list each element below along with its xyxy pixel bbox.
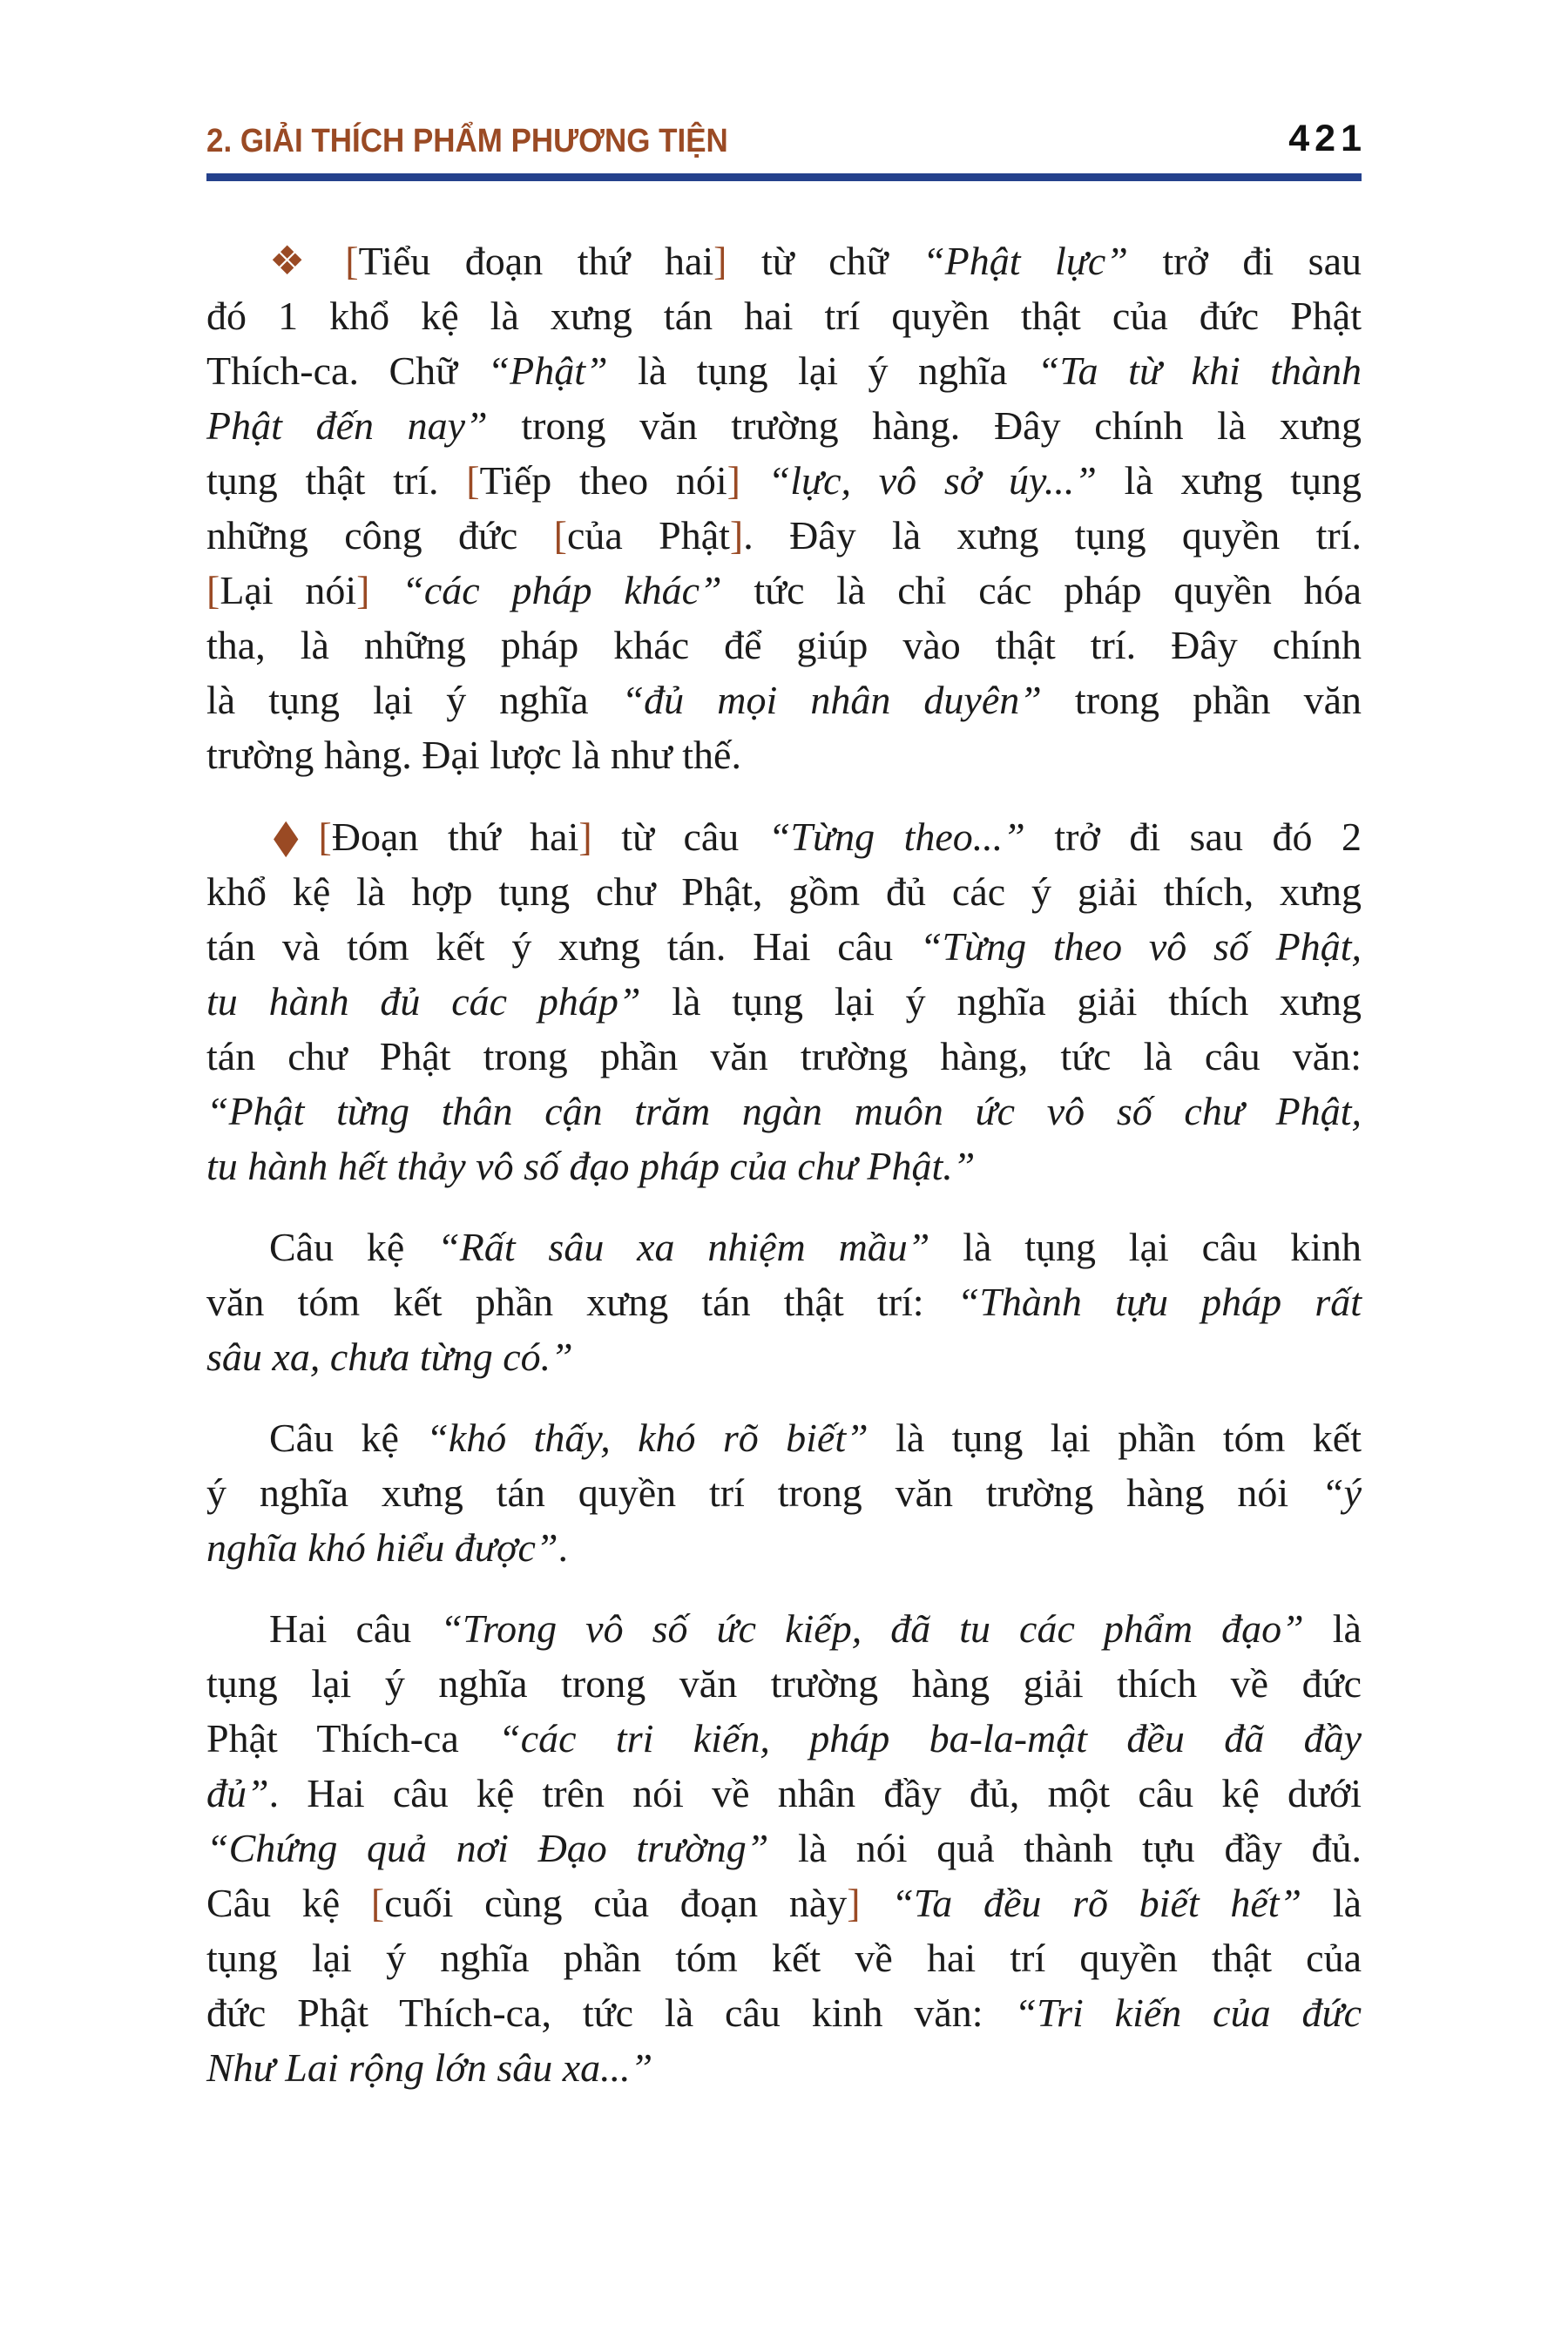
text-segment: cuối cùng của đoạn này	[384, 1881, 848, 1925]
text-segment: “Ta từ khi thành	[1037, 348, 1362, 393]
text-segment: từ câu	[591, 814, 768, 859]
text-segment: “các tri kiến, pháp ba-la-mật đều đã đầy	[498, 1716, 1362, 1761]
text-segment: những công đức	[206, 513, 554, 558]
text-segment: là nói quả thành tựu đầy đủ.	[768, 1826, 1362, 1870]
text-segment: đủ”	[206, 1771, 269, 1815]
text-segment: ]	[729, 513, 744, 558]
text-segment: Câu kệ	[269, 1416, 427, 1460]
text-segment: “Phật”	[487, 348, 608, 393]
text-segment: là tụng lại ý nghĩa giải thích xưng	[640, 979, 1362, 1024]
page-header	[206, 118, 1367, 159]
text-line	[206, 233, 1362, 288]
paragraph	[206, 233, 1362, 782]
text-line	[206, 2040, 1362, 2095]
text-segment: từ chữ	[727, 239, 923, 283]
text-line	[206, 1329, 1362, 1384]
text-segment: Phật Thích-ca	[206, 1716, 499, 1761]
text-line	[206, 563, 1362, 618]
text-segment: ]	[847, 1881, 861, 1925]
paragraph	[206, 808, 1362, 1193]
text-segment: văn tóm kết phần xưng tán thật trí:	[206, 1280, 957, 1324]
text-segment: Thích-ca. Chữ	[206, 348, 488, 393]
text-segment: Câu kệ	[206, 1881, 371, 1925]
text-segment: là	[1303, 1606, 1362, 1651]
text-segment: .	[558, 1525, 569, 1570]
text-segment: “Thành tựu pháp rất	[956, 1280, 1362, 1324]
text-segment: tu hành hết thảy vô số đạo pháp của chư Phật.”	[206, 1144, 976, 1188]
text-segment	[861, 1881, 892, 1925]
text-line	[206, 864, 1362, 919]
text-line	[206, 672, 1362, 727]
text-segment: tha, là những pháp khác để giúp vào thật trí. Đây chính	[206, 623, 1362, 667]
text-segment: của Phật	[566, 513, 730, 558]
text-segment: ]	[578, 814, 592, 859]
text-line	[206, 1084, 1362, 1139]
running-header-title: 2. GIẢI THÍCH PHẨM PHƯƠNG TIỆN	[206, 123, 728, 159]
text-segment: tức là chỉ các pháp quyền hóa	[721, 568, 1362, 612]
text-line	[206, 1029, 1362, 1084]
text-segment: trường hàng. Đại lược là như thế.	[206, 733, 741, 777]
text-segment: Tiểu đoạn thứ hai	[358, 239, 714, 283]
paragraph	[206, 1410, 1362, 1575]
text-segment: là tụng lại phần tóm kết	[868, 1416, 1362, 1460]
text-segment: ý nghĩa xưng tán quyền trí trong văn trường hàng nói	[206, 1470, 1321, 1515]
text-segment: “đủ mọi nhân duyên”	[621, 678, 1042, 722]
text-segment: ]	[356, 568, 370, 612]
text-segment: Tiếp theo nói	[479, 458, 727, 503]
text-segment	[740, 458, 768, 503]
text-segment: trở đi sau	[1127, 239, 1362, 283]
text-segment: . Đây là xưng tụng quyền trí.	[743, 513, 1362, 558]
text-segment: tụng lại ý nghĩa trong văn trường hàng giải thích về đức	[206, 1661, 1362, 1706]
text-line	[206, 1711, 1362, 1766]
text-segment: Hai câu	[269, 1606, 441, 1651]
text-segment: “Trong vô số ức kiếp, đã tu các phẩm đạo”	[440, 1606, 1304, 1651]
text-segment: [	[466, 458, 480, 503]
text-line	[206, 1766, 1362, 1821]
text-segment: “các pháp khác”	[402, 568, 722, 612]
text-segment: “Tri kiến của đức	[1014, 1990, 1362, 2035]
text-segment: “Ta đều rõ biết hết”	[891, 1881, 1302, 1925]
text-segment: “Rất sâu xa nhiệm mầu”	[437, 1225, 930, 1269]
text-segment: là	[1301, 1881, 1362, 1925]
text-segment: trở đi sau đó 2	[1024, 814, 1362, 859]
text-line	[206, 974, 1362, 1029]
text-segment: nghĩa khó hiểu được”	[206, 1525, 558, 1570]
text-segment: đó 1 khổ kệ là xưng tán hai trí quyền thật của đức Phật	[206, 294, 1362, 338]
text-segment: ]	[713, 239, 727, 283]
text-segment: . Hai câu kệ trên nói về nhân đầy đủ, một câu kệ dưới	[268, 1771, 1362, 1815]
text-segment: tu hành đủ các pháp”	[206, 979, 641, 1024]
text-line	[206, 1465, 1362, 1520]
text-segment: là xưng tụng	[1096, 458, 1362, 503]
text-line	[206, 1139, 1362, 1193]
body-text	[206, 233, 1362, 2095]
text-line	[206, 1876, 1362, 1930]
text-segment: trong phần văn	[1041, 678, 1362, 722]
text-segment: [	[345, 239, 359, 283]
text-line	[206, 1220, 1362, 1274]
text-segment: tụng lại ý nghĩa phần tóm kết về hai trí quyền thật của	[206, 1936, 1362, 1980]
text-segment: trong văn trường hàng. Đây chính là xưng	[487, 403, 1362, 448]
page-number: 421	[1288, 118, 1367, 159]
text-line	[206, 343, 1362, 398]
four-diamond-bullet-icon: ❖	[269, 239, 330, 283]
paragraph	[206, 1220, 1362, 1384]
header-rule-divider	[206, 173, 1362, 181]
text-segment: là tụng lại câu kinh	[929, 1225, 1362, 1269]
text-segment: “Chứng quả nơi Đạo trường”	[206, 1826, 769, 1870]
text-segment: “Phật từng thân cận trăm ngàn muôn ức vô số chư Phật,	[206, 1089, 1362, 1133]
text-segment: Như Lai rộng lớn sâu xa...”	[206, 2045, 653, 2090]
text-segment: Câu kệ	[269, 1225, 438, 1269]
solid-diamond-bullet-icon: ◆	[273, 808, 299, 862]
text-line	[206, 1601, 1362, 1656]
text-line	[206, 288, 1362, 343]
text-segment: [	[318, 814, 332, 859]
text-line	[206, 1656, 1362, 1711]
text-line	[206, 1821, 1362, 1876]
text-segment: tán và tóm kết ý xưng tán. Hai câu	[206, 924, 920, 969]
text-line	[206, 508, 1362, 563]
text-segment: [	[206, 568, 220, 612]
text-segment: [	[370, 1881, 385, 1925]
text-line	[206, 727, 1362, 782]
text-segment: “khó thấy, khó rõ biết”	[426, 1416, 868, 1460]
text-line	[206, 453, 1362, 508]
text-line	[206, 398, 1362, 453]
text-segment: Lại nói	[220, 568, 357, 612]
text-segment: Phật đến nay”	[206, 403, 488, 448]
text-segment: Đoạn thứ hai	[331, 814, 579, 859]
text-segment: sâu xa, chưa từng có.”	[206, 1335, 573, 1379]
text-line	[206, 618, 1362, 672]
paragraph	[206, 1601, 1362, 2095]
text-line	[206, 1520, 1362, 1575]
text-segment: tụng thật trí.	[206, 458, 467, 503]
text-segment: [	[553, 513, 567, 558]
text-segment: “Từng theo...”	[767, 814, 1025, 859]
text-segment: đức Phật Thích-ca, tức là câu kinh văn:	[206, 1990, 1015, 2035]
text-line	[206, 919, 1362, 974]
text-segment: “ý	[1321, 1470, 1362, 1515]
text-segment: “lực, vô sở úy...”	[767, 458, 1097, 503]
text-line	[206, 1274, 1362, 1329]
text-segment: là tụng lại ý nghĩa	[206, 678, 622, 722]
text-line	[206, 1985, 1362, 2040]
text-line	[206, 1410, 1362, 1465]
text-segment: ]	[727, 458, 740, 503]
text-line	[206, 808, 1362, 864]
text-segment	[370, 568, 402, 612]
text-segment: tán chư Phật trong phần văn trường hàng, tức là câu văn:	[206, 1034, 1362, 1078]
text-line	[206, 1930, 1362, 1985]
text-segment: “Từng theo vô số Phật,	[919, 924, 1362, 969]
text-segment: là tụng lại ý nghĩa	[607, 348, 1037, 393]
text-segment: “Phật lực”	[923, 239, 1128, 283]
text-segment: khổ kệ là hợp tụng chư Phật, gồm đủ các ý giải thích, xưng	[206, 869, 1362, 914]
